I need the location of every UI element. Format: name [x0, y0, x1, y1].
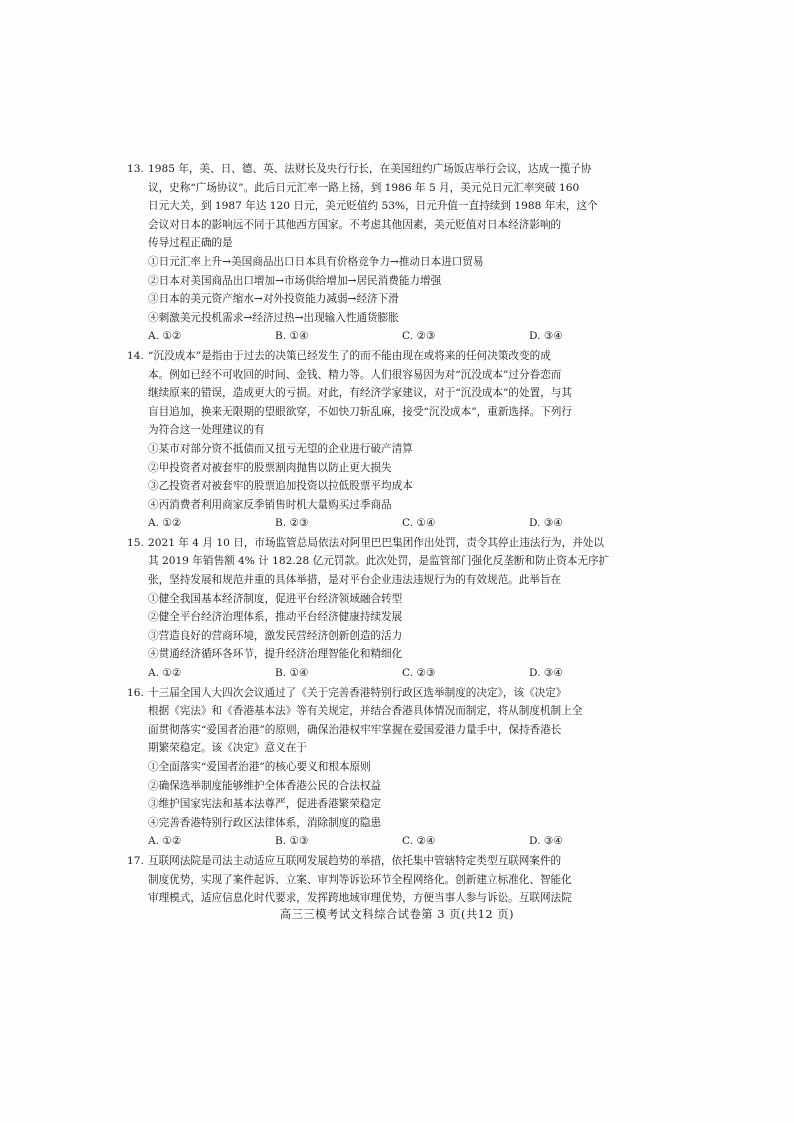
stem-line: 期繁荣稳定。该《决定》意义在于: [148, 742, 307, 755]
stem-line: 盲目追加，换来无限期的望眼欲穿，不如快刀斩乱麻，接受“沉没成本”，重新选择。下列行: [148, 405, 572, 418]
stem-line: 审理模式，适应信息化时代要求，发挥跨地域审理优势，方便当事人参与诉讼。互联网法院: [148, 892, 572, 905]
question-15: [127, 534, 658, 683]
option-statement: ②日本对美国商品出口增加→市场供给增加→居民消费能力增强: [148, 274, 442, 287]
question-stem: [148, 684, 658, 758]
answer-choices: [148, 832, 658, 851]
stem-line: 1985 年，美、日、德、英、法财长及央行行长，在美国纽约广场饭店举行会议，达成一揽子协: [148, 163, 592, 175]
answer-choice: A. ①②: [148, 330, 182, 343]
stem-line: 本。例如已经不可收回的时间、金钱、精力等。人们很容易因为对“沉没成本”过分眷恋而: [148, 368, 562, 381]
option-statement: ③维护国家宪法和基本法尊严，促进香港繁荣稳定: [148, 798, 382, 811]
answer-choices: [148, 664, 658, 683]
question-number: 14.: [127, 349, 144, 362]
stem-line: 根据《宪法》和《香港基本法》等有关规定，并结合香港具体情况而制定，将从制度机制上全: [148, 705, 583, 718]
answer-choice: B. ①④: [275, 330, 309, 343]
option-statement: ③乙投资者对被套牢的股票追加投资以拉低股票平均成本: [148, 480, 413, 493]
question-stem: [148, 160, 658, 253]
option-statement: ①健全我国基本经济制度，促进平台经济领域融合转型: [148, 592, 403, 605]
answer-choice: A. ①②: [148, 667, 182, 680]
option-statement: ①日元汇率上升→美国商品出口日本具有价格竞争力→推动日本进口贸易: [148, 255, 484, 268]
answer-choice: A. ①②: [148, 835, 182, 848]
question-list: [127, 160, 658, 909]
option-statement: ②甲投资者对被套牢的股票割肉抛售以防止更大损失: [148, 461, 392, 474]
question-number: 15.: [127, 536, 144, 549]
option-statement: ①某市对部分资不抵债而又扭亏无望的企业进行破产清算: [148, 442, 413, 455]
stem-line: 传导过程正确的是: [148, 237, 233, 250]
option-statement: ④刺激美元投机需求→经济过热→出现输入性通货膨胀: [148, 311, 399, 324]
answer-choice: B. ①④: [275, 667, 309, 680]
question-number: 13.: [127, 163, 144, 175]
question-stem: [148, 347, 658, 440]
question-number: 17.: [127, 854, 144, 867]
answer-choice: D. ③④: [529, 330, 563, 343]
answer-choice: C. ②③: [402, 667, 436, 680]
option-statement: ③日本的美元资产缩水→对外投资能力减弱→经济下滑: [148, 293, 399, 306]
option-statement: ④丙消费者利用商家反季销售时机大量购买过季商品: [148, 498, 392, 511]
option-statement: ③营造良好的营商环境，激发民营经济创新创造的活力: [148, 629, 403, 642]
question-14: [127, 347, 658, 533]
option-statement: ④完善香港特别行政区法律体系，消除制度的隐患: [148, 816, 382, 829]
option-statement: ②健全平台经济治理体系，推动平台经济健康持续发展: [148, 611, 403, 624]
stem-line: 为符合这一处理建议的有: [148, 424, 265, 437]
answer-choices: [148, 327, 658, 346]
answer-choice: D. ③④: [529, 517, 563, 530]
answer-choice: B. ②③: [275, 517, 309, 530]
stem-line: 互联网法院是司法主动适应互联网发展趋势的举措，依托集中管辖特定类型互联网案件的: [148, 854, 562, 867]
stem-line: 十三届全国人大四次会议通过了《关于完善香港特别行政区选举制度的决定》，该《决定》: [148, 686, 567, 699]
question-17: [127, 852, 658, 908]
option-statement: ②确保选举制度能够维护全体香港公民的合法权益: [148, 779, 382, 792]
question-stem: [148, 852, 658, 908]
stem-line: 张，坚持发展和规范并重的具体举措，是对平台企业违法违规行为的有效规范。此举旨在: [148, 574, 562, 587]
option-statement: ④贯通经济循环各环节，提升经济治理智能化和精细化: [148, 648, 403, 661]
stem-line: 会议对日本的影响远不同于其他西方国家。不考虑其他因素，美元贬值对日本经济影响的: [148, 218, 562, 231]
stem-line: “沉没成本”是指由于过去的决策已经发生了的而不能由现在或将来的任何决策改变的成: [148, 349, 551, 362]
stem-line: 其 2019 年销售额 4% 计 182.28 亿元罚款。此次处罚，是监管部门强化反垄断和防止资本无序扩: [148, 555, 610, 568]
question-13: [127, 160, 658, 346]
stem-line: 继续原来的错误，造成更大的亏损。对此，有经济学家建议，对于“沉没成本”的处置，与其: [148, 387, 572, 400]
stem-line: 议，史称“广场协议”。此后日元汇率一路上扬，到 1986 年 5 月，美元兑日元汇率突破 160: [148, 181, 580, 194]
answer-choices: [148, 514, 658, 533]
answer-choice: B. ①③: [275, 835, 309, 848]
answer-choice: C. ②③: [402, 330, 436, 343]
question-16: [127, 684, 658, 851]
page-footer: 高三三模考试文科综合试卷第 3 页(共12 页): [279, 908, 515, 921]
question-stem: [148, 534, 658, 590]
stem-line: 日元大关，到 1987 年达 120 日元，美元贬值约 53%，日元升值一直持续到 1988 年末，这个: [148, 200, 598, 213]
option-statement: ①全面落实“爱国者治港”的核心要义和根本原则: [148, 761, 371, 773]
answer-choice: C. ①④: [402, 517, 436, 530]
answer-choice: A. ①②: [148, 517, 182, 530]
question-number: 16.: [127, 686, 144, 699]
answer-choice: D. ③④: [529, 667, 563, 680]
answer-choice: D. ③④: [529, 835, 563, 848]
stem-line: 2021 年 4 月 10 日，市场监管总局依法对阿里巴巴集团作出处罚，责令其停止违法行为，并处以: [148, 536, 604, 549]
stem-line: 制度优势，实现了案件起诉、立案、审判等诉讼环节全程网络化。创新建立标准化、智能化: [148, 873, 572, 886]
answer-choice: C. ②④: [402, 835, 436, 848]
stem-line: 面贯彻落实“爱国者治港”的原则，确保治港权牢牢掌握在爱国爱港力量手中，保持香港长: [148, 723, 562, 736]
